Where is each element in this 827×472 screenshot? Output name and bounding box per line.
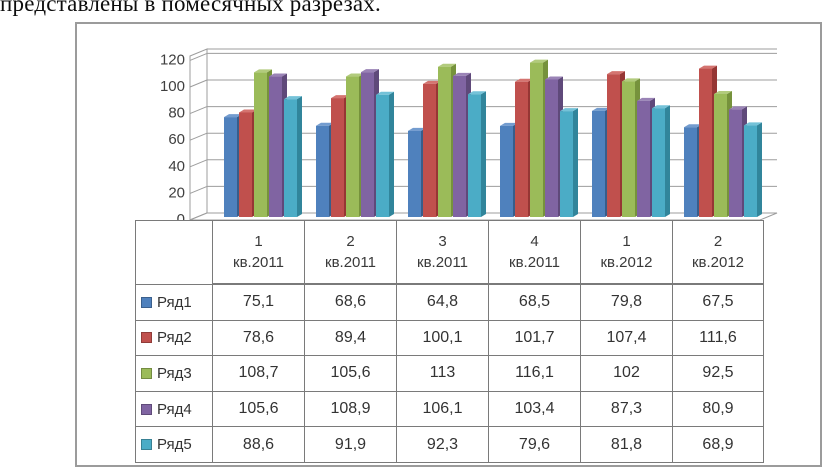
value-cell: 78,6 — [213, 320, 305, 356]
table-corner-cell — [136, 221, 213, 285]
value-cell: 100,1 — [397, 320, 489, 356]
legend-swatch-icon — [141, 368, 152, 379]
series-name: Ряд4 — [157, 400, 192, 418]
value-cell: 68,5 — [489, 284, 581, 320]
y-axis-tick-label: 80 — [168, 104, 185, 122]
value-cell: 108,9 — [305, 391, 397, 427]
value-cell: 102 — [581, 356, 673, 392]
category-header-6 — [673, 221, 764, 285]
value-cell: 79,8 — [581, 284, 673, 320]
value-cell: 113 — [397, 356, 489, 392]
category-quarter: 1 — [622, 233, 631, 250]
category-header-4 — [489, 221, 581, 285]
value-cell: 68,9 — [673, 427, 764, 463]
table-row-Ряд3 — [136, 356, 764, 392]
value-cell: 111,6 — [673, 320, 764, 356]
y-axis-tick-label: 120 — [159, 51, 185, 69]
category-year: кв.2011 — [325, 254, 376, 271]
value-cell: 67,5 — [673, 284, 764, 320]
value-cell: 81,8 — [581, 427, 673, 463]
caption-text: представлены в помесячных разрезах. — [0, 0, 381, 16]
category-header-2 — [305, 221, 397, 285]
category-year: кв.2012 — [600, 254, 653, 271]
category-year: кв.2011 — [417, 254, 468, 271]
category-header-5 — [581, 221, 673, 285]
legend-swatch-icon — [141, 332, 152, 343]
series-name: Ряд2 — [157, 329, 192, 347]
legend-cell-Ряд3 — [136, 356, 213, 392]
value-cell: 106,1 — [397, 391, 489, 427]
category-year: кв.2011 — [233, 254, 284, 271]
value-cell: 103,4 — [489, 391, 581, 427]
category-quarter: 3 — [438, 233, 447, 250]
legend-cell-Ряд1 — [136, 284, 213, 320]
value-cell: 91,9 — [305, 427, 397, 463]
value-cell: 88,6 — [213, 427, 305, 463]
y-axis-tick-label: 40 — [168, 157, 185, 175]
category-year: кв.2011 — [509, 254, 560, 271]
legend-cell-Ряд5 — [136, 427, 213, 463]
value-cell: 89,4 — [305, 320, 397, 356]
value-cell: 108,7 — [213, 356, 305, 392]
legend-cell-Ряд2 — [136, 320, 213, 356]
value-cell: 101,7 — [489, 320, 581, 356]
table-row-Ряд5 — [136, 427, 764, 463]
y-axis-tick-label: 20 — [168, 184, 185, 202]
value-cell: 75,1 — [213, 284, 305, 320]
series-name: Ряд1 — [157, 293, 192, 311]
value-cell: 87,3 — [581, 391, 673, 427]
legend-swatch-icon — [141, 439, 152, 450]
table-row-Ряд1 — [136, 284, 764, 320]
value-cell: 107,4 — [581, 320, 673, 356]
value-cell: 92,3 — [397, 427, 489, 463]
category-quarter: 4 — [530, 233, 539, 250]
chart-data-table — [135, 220, 764, 463]
category-header-1 — [213, 221, 305, 285]
table-row-Ряд2 — [136, 320, 764, 356]
value-cell: 64,8 — [397, 284, 489, 320]
table-row-Ряд4 — [136, 391, 764, 427]
y-axis-tick-label: 60 — [168, 131, 185, 149]
value-cell: 79,6 — [489, 427, 581, 463]
value-cell: 92,5 — [673, 356, 764, 392]
value-cell: 68,6 — [305, 284, 397, 320]
category-header-3 — [397, 221, 489, 285]
series-name: Ряд5 — [157, 436, 192, 454]
series-name: Ряд3 — [157, 364, 192, 382]
legend-swatch-icon — [141, 297, 152, 308]
category-quarter: 2 — [346, 233, 355, 250]
value-cell: 105,6 — [305, 356, 397, 392]
legend-swatch-icon — [141, 404, 152, 415]
value-cell: 105,6 — [213, 391, 305, 427]
category-year: кв.2012 — [691, 254, 745, 271]
legend-cell-Ряд4 — [136, 391, 213, 427]
value-cell: 80,9 — [673, 391, 764, 427]
y-axis-tick-label: 100 — [159, 78, 185, 95]
category-quarter: 2 — [713, 233, 723, 250]
category-quarter: 1 — [254, 233, 263, 250]
value-cell: 116,1 — [489, 356, 581, 392]
